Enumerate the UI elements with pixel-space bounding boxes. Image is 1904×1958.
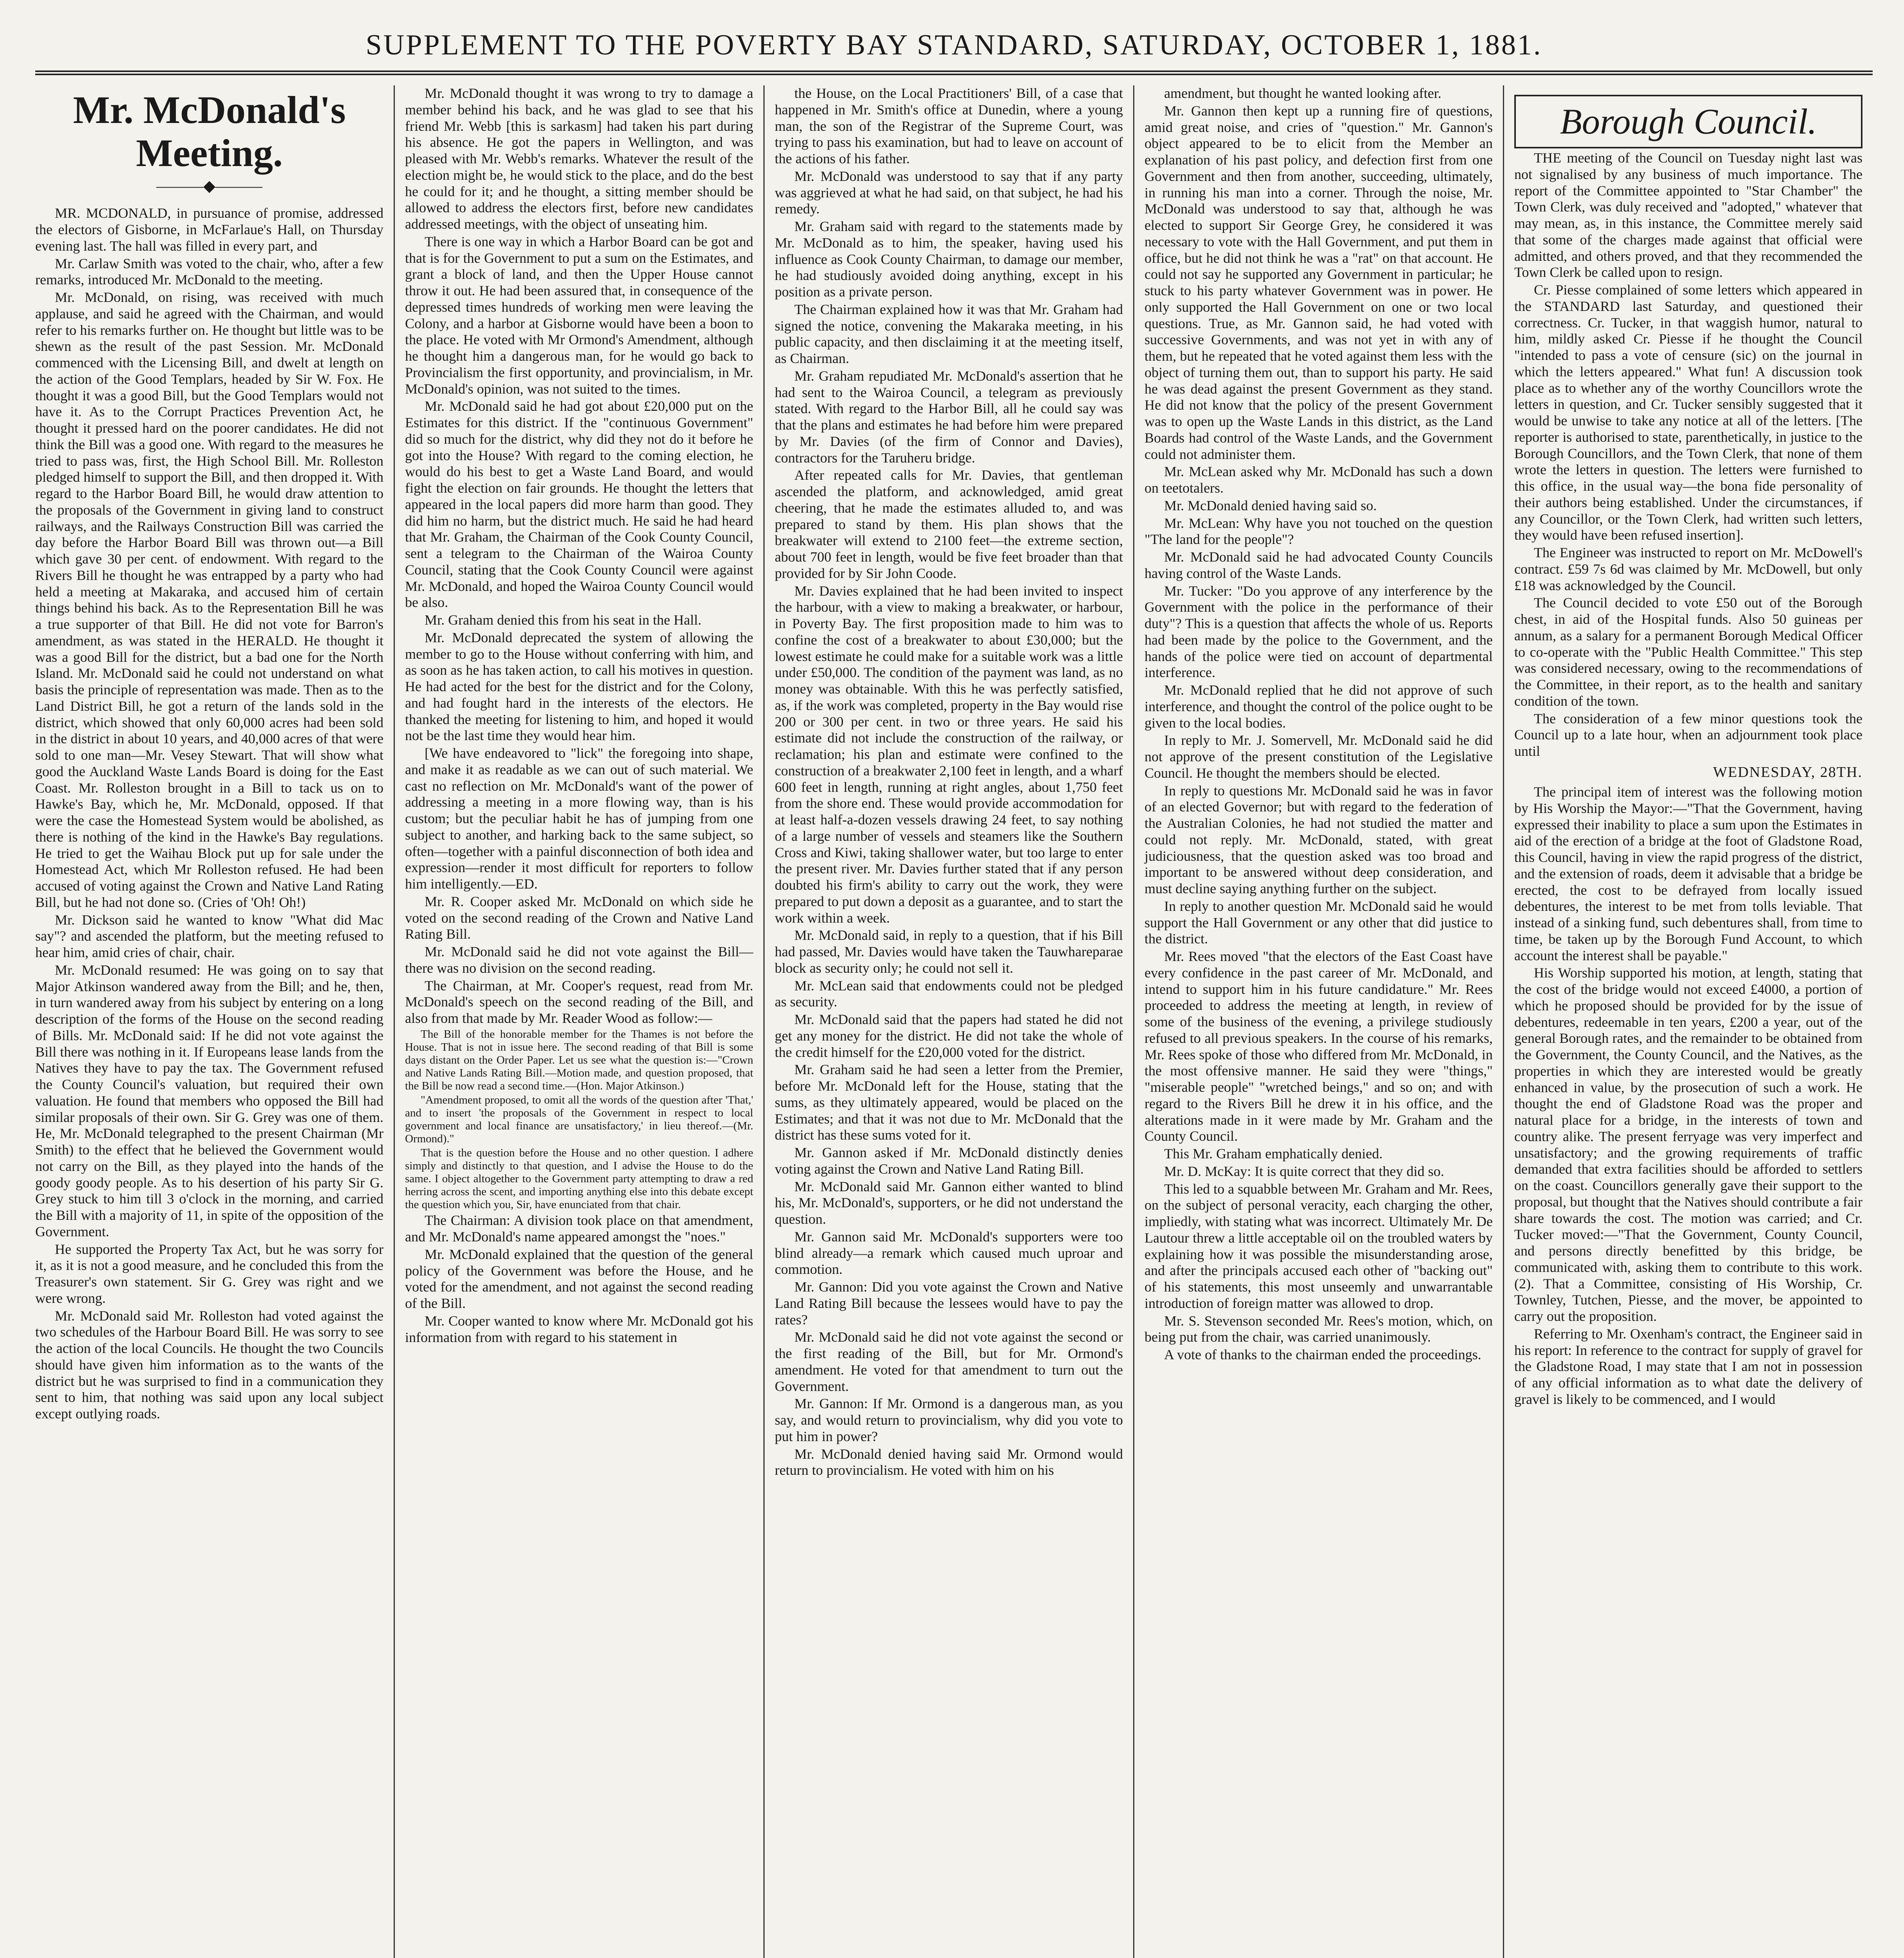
paragraph: [We have endeavored to "lick" the foregoing into shape, and make it as readable as we can out of such material. We cast no reflection on Mr. McDonald's want of the power of addressing a meeting in a more flowing way, than is his custom; but the peculiar habit he has of jumping from one subject to another, and harking back to the same subject, so often—together with a painful disconnection of both idea and expression—render it most difficult for reporters to follow him intelligently.—ED. bbox=[405, 745, 753, 892]
paragraph: Mr. D. McKay: It is quite correct that they did so. bbox=[1164, 1163, 1444, 1179]
paragraph: In reply to questions Mr. McDonald said he was in favor of an elected Governor; but with regard to the federation of the Australian Colonies, he had not studied the matter and could not reply. Mr. McDonald, stated, with great judiciousness, that the question asked was too broad and important to be answered without deep consideration, and must decline saying anything further on the subject. bbox=[1145, 782, 1493, 896]
paragraph: Mr. Carlaw Smith was voted to the chair, who, after a few remarks, introduced Mr. McDonald to the meeting. bbox=[35, 255, 383, 288]
paragraph: His Worship supported his motion, at length, stating that the cost of the bridge would not exceed £4000, a portion of which he proposed should be provided for by the issue of debentures, redeemable in ten years, £200 a year, out of the general Borough rates, and the remainder to be obtained from the Government, the County Council, and the Natives, as the properties in which they are interested would be greatly enhanced in value, by the prosecution of such a work. He thought the end of Gladstone Road was the proper and natural place for a bridge, in the interests of town and country alike. The present ferryage was very imperfect and unsatisfactory; and the growing requirements of traffic demanded that extra facilities should be afforded to settlers on the coast. Councillors generally gave their support to the proposal, but thought that the Natives should contribute a fair share towards the cost. The motion was carried; and Cr. Tucker moved:—"That the Government, County Council, and persons directly benefitted by this bridge, be communicated with, asking them to contribute to this work. (2). That a Committee, consisting of His Worship, Cr. Townley, Tutchen, Piesse, and the mover, be appointed to carry out the proposition. bbox=[1514, 965, 1862, 1324]
headline-ornament: ―――◆――― bbox=[156, 177, 262, 195]
paragraph: "Amendment proposed, to omit all the words of the question after 'That,' and to insert 'the proposals of the Government in respect to local government and local finance are unsatisfactory,' in lieu thereof.—(Mr. Ormond)." bbox=[405, 1093, 753, 1145]
council-body-continued bbox=[1514, 784, 1862, 1408]
paragraph: Mr. McDonald was understood to say that if any party was aggrieved at what he had said, on that subject, he had his remedy. bbox=[775, 168, 1123, 217]
paragraph: Mr. McDonald said Mr. Gannon either wanted to blind his, Mr. McDonald's, supporters, or he did not understand the question. bbox=[775, 1178, 1123, 1227]
paragraph: Mr. Gannon: Did you vote against the Crown and Native Land Rating Bill because the lessees would have to pay the rates? bbox=[775, 1279, 1123, 1328]
paragraph: Mr. McDonald said he had advocated County Councils having control of the Waste Lands. bbox=[1145, 549, 1493, 581]
paragraph: Referring to Mr. Oxenham's contract, the Engineer said in his report: In reference to the contract for supply of gravel for the Gladstone Road, I may state that I am not in possession of any official information as to what date the delivery of gravel is likely to be commenced, and I would bbox=[1514, 1326, 1862, 1407]
masthead: SUPPLEMENT TO THE POVERTY BAY STANDARD, SATURDAY, OCTOBER 1, 1881. bbox=[365, 29, 1542, 61]
paragraph: Mr. Gannon asked if Mr. McDonald distinctly denies voting against the Crown and Native Land Rating Bill. bbox=[775, 1145, 1123, 1177]
paragraph: The Chairman explained how it was that Mr. Graham had signed the notice, convening the Makaraka meeting, in his public capacity, and then disclaiming it at the meeting itself, as Chairman. bbox=[775, 301, 1123, 366]
column-5 bbox=[1503, 85, 1873, 1958]
paragraph: Mr. McDonald said that the papers had stated he did not get any money for the district. He did not take the whole of the credit himself for the £20,000 voted for the district. bbox=[775, 1012, 1123, 1060]
paragraph: Mr. Tucker: "Do you approve of any interference by the Government with the police in the performance of their duty"? This is a question that affects the whole of us. Reports had been made by the police to the Government, and the hands of the police were tied on account of departmental interference. bbox=[1145, 583, 1493, 681]
paragraph: Mr. Gannon said Mr. McDonald's supporters were too blind already—a remark which caused much uproar and commotion. bbox=[775, 1228, 1123, 1277]
paragraph: The principal item of interest was the following motion by His Worship the Mayor:—"That the Government, having expressed their inability to place a sum upon the Estimates in aid of the erection of a bridge at the foot of Gladstone Road, this Council, having in view the rapid progress of the district, and the extension of roads, deem it advisable that a bridge be erected, the cost to be defrayed from locally issued debentures, the interest to be met from tolls leviable. That instead of a sinking fund, such debentures shall, from time to time, be taken up by the Borough Fund Account, to which account the interest shall be payable." bbox=[1514, 784, 1862, 963]
paragraph: Mr. Davies explained that he had been invited to inspect the harbour, with a view to making a breakwater, or harbour, in Poverty Bay. The first proposition made to him was to confine the cost of a breakwater to about £30,000; but the lowest estimate he could make for a suitable work was a little under £50,000. The condition of the payment was land, as no money was obtainable. With this he was perfectly satisfied, as, if the work was completed, property in the Bay would rise 200 or 300 per cent. in two or three years. He said his estimate did not include the construction of the railway, or reclamation; his plan and estimate were confined to the construction of a breakwater 2,100 feet in length, and a wharf 600 feet in length, running at right angles, about 1,750 feet from the shore end. These would provide accommodation for at least half-a-dozen vessels drawing 24 feet, to say nothing of a large number of vessels and steamers like the Southern Cross and Kiwi, taking shallower water, but too large to enter the present river. Mr. Davies further stated that if any person doubted his firm's ability to carry out the work, they were prepared to put down a deposit as a guarantee, and to start the work within a week. bbox=[775, 583, 1123, 926]
paragraph: Mr. McDonald replied that he did not approve of such interference, and thought the control of the police ought to be given to the local bodies. bbox=[1145, 682, 1493, 731]
paragraph: Mr. McDonald thought it was wrong to try to damage a member behind his back, and he was glad to see that his friend Mr. Webb [this is sarkasm] had taken his part during his absence. He got the papers in Wellington, and was pleased with Mr. Webb's remarks. Whatever the result of the election might be, he would stick to the place, and do the best he could for it; and he thought, a sitting member should be allowed to address the electors first, before new candidates addressed meetings, with the object of unseating him. bbox=[405, 85, 753, 232]
paragraph: Mr. S. Stevenson seconded Mr. Rees's motion, which, on being put from the chair, was carried unanimously. bbox=[1145, 1313, 1493, 1345]
paragraph: MR. MCDONALD, in pursuance of promise, addressed the electors of Gisborne, in McFarlaue's Hall, on Thursday evening last. The hall was filled in every part, and bbox=[35, 205, 383, 254]
column-2 bbox=[394, 85, 763, 1958]
day-heading: WEDNESDAY, 28TH. bbox=[1713, 764, 1862, 780]
paragraph: Mr. Graham said he had seen a letter from the Premier, before Mr. McDonald left for the House, stating that the sums, as they ultimately appeared, would be placed on the Estimates; and that it was not due to Mr. McDonald that the district has these sums voted for it. bbox=[775, 1062, 1123, 1143]
council-headline: Borough Council. bbox=[1514, 95, 1862, 148]
column-1 bbox=[35, 85, 394, 1958]
column-4-body bbox=[1145, 85, 1493, 1363]
paragraph: Cr. Piesse complained of some letters which appeared in the STANDARD last Saturday, and questioned their correctness. Cr. Tucker, in that waggish humor, natural to him, mildly asked Cr. Piesse if he thought the Council "intended to pass a vote of censure (sic) on the journal in which the letters appeared." What fun! A discussion took place as to whether any of the worthy Councillors wrote the letters in question, and Cr. Tucker sensibly suggested that it would be unwise to take any notice at all of the letters. [The reporter is authorised to state, parenthetically, in justice to the Borough Councillors, and the Town Clerk, that none of them wrote the letters in question. The letters were furnished to this office, in the usual way—the bona fide personality of their authors being established. Under the circumstances, if any Councillor, or the Town Clerk, had written such letters, they would have been refused insertion]. bbox=[1514, 282, 1862, 543]
paragraph: Mr. McDonald said, in reply to a question, that if his Bill had passed, Mr. Davies would have taken the Tauwhareparae block as security only; he could not sell it. bbox=[775, 927, 1123, 976]
paragraph: the House, on the Local Practitioners' Bill, of a case that happened in Mr. Smith's office at Dunedin, where a young man, the son of the Registrar of the Supreme Court, was trying to pass his examination, but had to leave on account of the actions of his father. bbox=[775, 85, 1123, 166]
paragraph: The Chairman: A division took place on that amendment, and Mr. McDonald's name appeared amongst the "noes." bbox=[405, 1212, 753, 1245]
paragraph: Mr. McDonald deprecated the system of allowing the member to go to the House without conferring with him, and as soon as he has taken action, to call his motives in question. He had acted for the best for the district and for the Colony, and had fought hard in the interests of the electors. He thanked the meeting for listening to him, and hoped it would not be the last time they would hear him. bbox=[405, 629, 753, 744]
paragraph: Mr. Rees moved "that the electors of the East Coast have every confidence in the past career of Mr. McDonald, and intend to support him in his future candidature." Mr. Rees proceeded to address the meeting at length, in review of some of the business of the evening, a privilege studiously refused to all previous speakers. In the course of his remarks, Mr. Rees spoke of those who differed from Mr. McDonald, in the most offensive manner. He said they were "things," "miserable people" "wretched beings," and so on; and with regard to the Rivers Bill he drew it in his office, and the alterations made in it were made by Mr. Graham and the County Council. bbox=[1145, 948, 1493, 1144]
paragraph: Mr. McLean: Why have you not touched on the question "The land for the people"? bbox=[1145, 515, 1493, 547]
paragraph: This led to a squabble between Mr. Graham and Mr. Rees, on the subject of personal veracity, each charging the other, impliedly, with stating what was incorrect. Ultimately Mr. De Lautour threw a little acceptable oil on the troubled waters by explaining how it was possible the misunderstanding arose, and after the principals accused each other of "backing out" of his statements, this most unseemly and unwarrantable introduction of foreign matter was allowed to drop. bbox=[1145, 1181, 1493, 1311]
paragraph: Mr. McDonald, on rising, was received with much applause, and said he agreed with the Chairman, and would refer to his remarks further on. He thought but little was to be shewn as the result of the past Session. Mr. McDonald commenced with the Licensing Bill, and dwelt at length on the action of the Good Templars, headed by Sir W. Fox. He thought it was a good Bill, but the Good Templars would not have it. As to the Corrupt Practices Prevention Act, he thought it pressed hard on the poorer candidates. He did not think the Bill was a good one. With regard to the measures he tried to pass was, first, the High School Bill. Mr. Rolleston pledged himself to support the Bill, and then dropped it. With regard to the Harbor Board Bill, he would draw attention to the proposals of the Government in giving land to construct railways, and the Railways Construction Bill was carried the day before the Harbor Board Bill was thrown out—a Bill which gave 30 per cent. of endowment. With regard to the Rivers Bill he thought he was entrapped by a party who had held a meeting at Makaraka, and accused him of certain things behind his back. As to the Representation Bill he was a true supporter of that Bill. He did not vote for Barron's amendment, as was stated in the HERALD. He thought it was a good Bill for the district, but a bad one for the North Island. Mr. McDonald said he could not understand on what basis the principle of representation was made. Then as to the Land District Bill, he got a return of the lands sold in the district, which showed that only 60,000 acres had been sold in the district in about 10 years, and 40,000 acres of that were sold to one man—Mr. Vesey Stewart. That will show what good the Auckland Waste Lands Board is doing for the East Coast. Mr. Rolleston brought in a Bill to tack us on to Hawke's Bay, which he, Mr. McDonald, opposed. If that were the case the Homestead System would be abolished, as there is nothing of the kind in the Hawke's Bay regulations. He tried to get the Waihau Block put up for sale under the Homestead Act, which Mr Rolleston refused. He had been accused of voting against the Crown and Native Land Rating Bill, but he had not done so. (Cries of 'Oh! Oh!) bbox=[35, 289, 383, 910]
paragraph: Mr. Graham repudiated Mr. McDonald's assertion that he had sent to the Wairoa Council, a telegram as previously stated. With regard to the Harbor Bill, all he could say was that the plans and estimates he had before him were prepared by Mr. Davies (of the firm of Connor and Davies), contractors for the Taruheru bridge. bbox=[775, 368, 1123, 466]
paragraph: There is one way in which a Harbor Board can be got and that is for the Government to put a sum on the Estimates, and grant a block of land, and then the Upper House cannot throw it out. He had been assured that, in consequence of the depressed times hundreds of working men were leaving the Colony, and a harbor at Gisborne would have been a boon to the place. He voted with Mr Ormond's Amendment, although he thought him a dangerous man, for he would go back to Provincialism the first opportunity, and provincialism, in Mr. McDonald's opinion, was not suited to the times. bbox=[405, 233, 753, 397]
hansard-quote bbox=[405, 1028, 753, 1212]
meeting-body bbox=[35, 205, 383, 1422]
paragraph: Mr. McDonald resumed: He was going on to say that Major Atkinson wandered away from the Bill; and he, then, in turn wandered away from his subject by entering on a long description of the forms of the House on the second reading of Bills. Mr. McDonald said: If he did not vote against the Bill there was nothing in it. If Europeans lease lands from the Natives they have to pay the tax. The Government refused the County Council's valuation, but required their own valuation. He found that members who opposed the Bill had similar proposals of their own. Sir G. Grey was one of them. He, Mr. McDonald telegraphed to the present Chairman (Mr Smith) to the effect that he believed the Government would not carry on the Bill, as they played into the hands of the goody goody people. As to his desertion of his party Sir G. Grey stuck to him till 3 o'clock in the morning, and carried the Bill with a majority of 11, in spite of the opposition of the Government. bbox=[35, 962, 383, 1239]
paragraph: He supported the Property Tax Act, but he was sorry for it, as it is not a good measure, and he concluded this from the Treasurer's own statement. Sir G. Grey was right and we were wrong. bbox=[35, 1241, 383, 1306]
paragraph: In reply to another question Mr. McDonald said he would support the Hall Government or any other that did justice to the district. bbox=[1145, 898, 1493, 947]
paragraph: That is the question before the House and no other question. I adhere simply and distinctly to that question, and I advise the House to do the same. I object altogether to the Government party attempting to draw a red herring across the scent, and importing anything else into this debate except the question which you, Sir, have enunciated from that chair. bbox=[405, 1147, 753, 1211]
column-3-body bbox=[775, 85, 1123, 1479]
paragraph: Mr. Gannon: If Mr. Ormond is a dangerous man, as you say, and would return to provincialism, why did you vote to put him in power? bbox=[775, 1396, 1123, 1444]
paragraph: The Council decided to vote £50 out of the Borough chest, in aid of the Hospital funds. Also 50 guineas per annum, as a salary for a permanent Borough Medical Officer to co-operate with the "Public Health Committee." This step was considered necessary, owing to the recommendations of the Committee, in their report, as to the health and sanitary condition of the town. bbox=[1514, 595, 1862, 709]
paragraph: The consideration of a few minor questions took the Council up to a late hour, when an adjournment took place until bbox=[1514, 710, 1862, 759]
paragraph: Mr. Graham said with regard to the statements made by Mr. McDonald as to him, the speaker, having used his influence as Cook County Chairman, to damage our member, he had studiously avoided doing anything, except in his position as a private person. bbox=[775, 219, 1123, 300]
masthead-rule bbox=[35, 70, 1873, 75]
column-2-body bbox=[405, 85, 753, 1027]
paragraph: Mr. Cooper wanted to know where Mr. McDonald got his information from with regard to his statement in bbox=[405, 1313, 753, 1345]
column-2-body-continued bbox=[405, 1212, 753, 1346]
paragraph: Mr. McDonald said Mr. Rolleston had voted against the two schedules of the Harbour Board Bill. He was sorry to see the action of the local Councils. He thought the two Councils should have given him information as to the wants of the district but he was surprised to find in a communication they sent to him, that nothing was said upon any local subject except outlying roads. bbox=[35, 1308, 383, 1422]
paragraph: Mr. McDonald said he had got about £20,000 put on the Estimates for this district. If the "continuous Government" did so much for the district, why did they not do it before he got into the House? With regard to the coming election, he would do his best to get a Waste Land Board, and would fight the election on fair grounds. He thought the letters that appeared in the local papers did more harm than good. They did him no harm, but the district much. He said he had heard that Mr. Graham, the Chairman of the Cook County Council, sent a telegram to the Chairman of the Wairoa County Council, stating that the Cook County Council were against Mr. McDonald, and hoped the Wairoa County Council would be also. bbox=[405, 398, 753, 611]
paragraph: amendment, but thought he wanted looking after. bbox=[1164, 85, 1441, 101]
paragraph: The Bill of the honorable member for the Thames is not before the House. That is not in issue here. The second reading of that Bill is some days distant on the Order Paper. Let us see what the question is:—"Crown and Native Lands Rating Bill.—Motion made, and question proposed, that the Bill be now read a second time.—(Hon. Major Atkinson.) bbox=[405, 1028, 753, 1092]
paragraph: Mr. McDonald explained that the question of the general policy of the Government was before the House, and he voted for the amendment, and not against the second reading of the Bill. bbox=[405, 1246, 753, 1311]
paragraph: Mr. McDonald said he did not vote against the second or the first reading of the Bill, but for Mr. Ormond's amendment. He voted for that amendment to turn out the Government. bbox=[775, 1329, 1123, 1394]
paragraph: Mr. R. Cooper asked Mr. McDonald on which side he voted on the second reading of the Crown and Native Land Rating Bill. bbox=[405, 893, 753, 942]
paragraph: Mr. McLean said that endowments could not be pledged as security. bbox=[775, 977, 1123, 1010]
columns bbox=[35, 85, 1873, 1958]
paragraph: The Chairman, at Mr. Cooper's request, read from Mr. McDonald's speech on the second reading of the Bill, and also from that made by Mr. Reader Wood as follow:— bbox=[405, 977, 753, 1026]
paragraph: Mr. McLean asked why Mr. McDonald has such a down on teetotalers. bbox=[1145, 464, 1493, 496]
council-body bbox=[1514, 150, 1862, 760]
column-4 bbox=[1133, 85, 1503, 1958]
paragraph: Mr. Gannon then kept up a running fire of questions, amid great noise, and cries of "question." Mr. Gannon's object appeared to be to elicit from the Member an explanation of his past policy, and defection first from one Government and then from another, succeeding, ultimately, in running his man into a corner. Through the noise, Mr. McDonald was understood to say that, although he was elected to support Sir George Grey, he considered it was necessary to vote with the Hall Government, and put them in office, but he did not think he was a "rat" on that account. He could not say he supported any Government in particular; he stuck to his party whatever Government was in power. He only supported the Hall Government on one or two local questions. True, as Mr. Gannon said, he had voted with successive Governments, and was not yet in with any of them, but he repeated that he voted against them less with the object of turning them out, than to support his party. He said he was dead against the present Government as they stand. He did not know that the policy of the present Government was to open up the Waste Lands in this district, as the Land Boards had control of the Waste Lands, and the Government could not administer them. bbox=[1145, 103, 1493, 462]
paragraph: After repeated calls for Mr. Davies, that gentleman ascended the platform, and acknowledged, amid great cheering, that he made the estimates alluded to, and was prepared to stand by them. His plan shows that the breakwater will extend to 2100 feet—the extreme section, about 700 feet in length, would be five feet broader than that provided for by Sir John Coode. bbox=[775, 467, 1123, 581]
paragraph: Mr. McDonald said he did not vote against the Bill—there was no division on the second reading. bbox=[405, 944, 753, 976]
paragraph: This Mr. Graham emphatically denied. bbox=[1164, 1146, 1383, 1161]
paragraph: Mr. Dickson said he wanted to know "What did Mac say"? and ascended the platform, but the meeting refused to hear him, amid cries of chair, chair. bbox=[35, 912, 383, 961]
paragraph: THE meeting of the Council on Tuesday night last was not signalised by any business of much importance. The report of the Committee appointed to "Star Chamber" the Town Clerk, was duly received and "adopted," whatever that may mean, as, in this instance, the Committee merely said that some of the charges made against that official were admitted, and others proved, and that they recommended the Town Clerk be called upon to resign. bbox=[1514, 150, 1862, 280]
paragraph: In reply to Mr. J. Somervell, Mr. McDonald said he did not approve of the present constitution of the Legislative Council. He thought the members should be elected. bbox=[1145, 732, 1493, 781]
paragraph: A vote of thanks to the chairman ended the proceedings. bbox=[1164, 1347, 1481, 1362]
paragraph: The Engineer was instructed to report on Mr. McDowell's contract. £59 7s 6d was claimed by Mr. McDowell, but only £18 was acknowledged by the Council. bbox=[1514, 545, 1862, 593]
meeting-headline: Mr. McDonald's Meeting. bbox=[73, 88, 346, 175]
paragraph: Mr. McDonald denied having said Mr. Ormond would return to provincialism. He voted with him on his bbox=[775, 1446, 1123, 1478]
column-3 bbox=[763, 85, 1133, 1958]
paragraph: Mr. McDonald denied having said so. bbox=[1164, 497, 1377, 513]
paragraph: Mr. Graham denied this from his seat in the Hall. bbox=[425, 612, 702, 628]
